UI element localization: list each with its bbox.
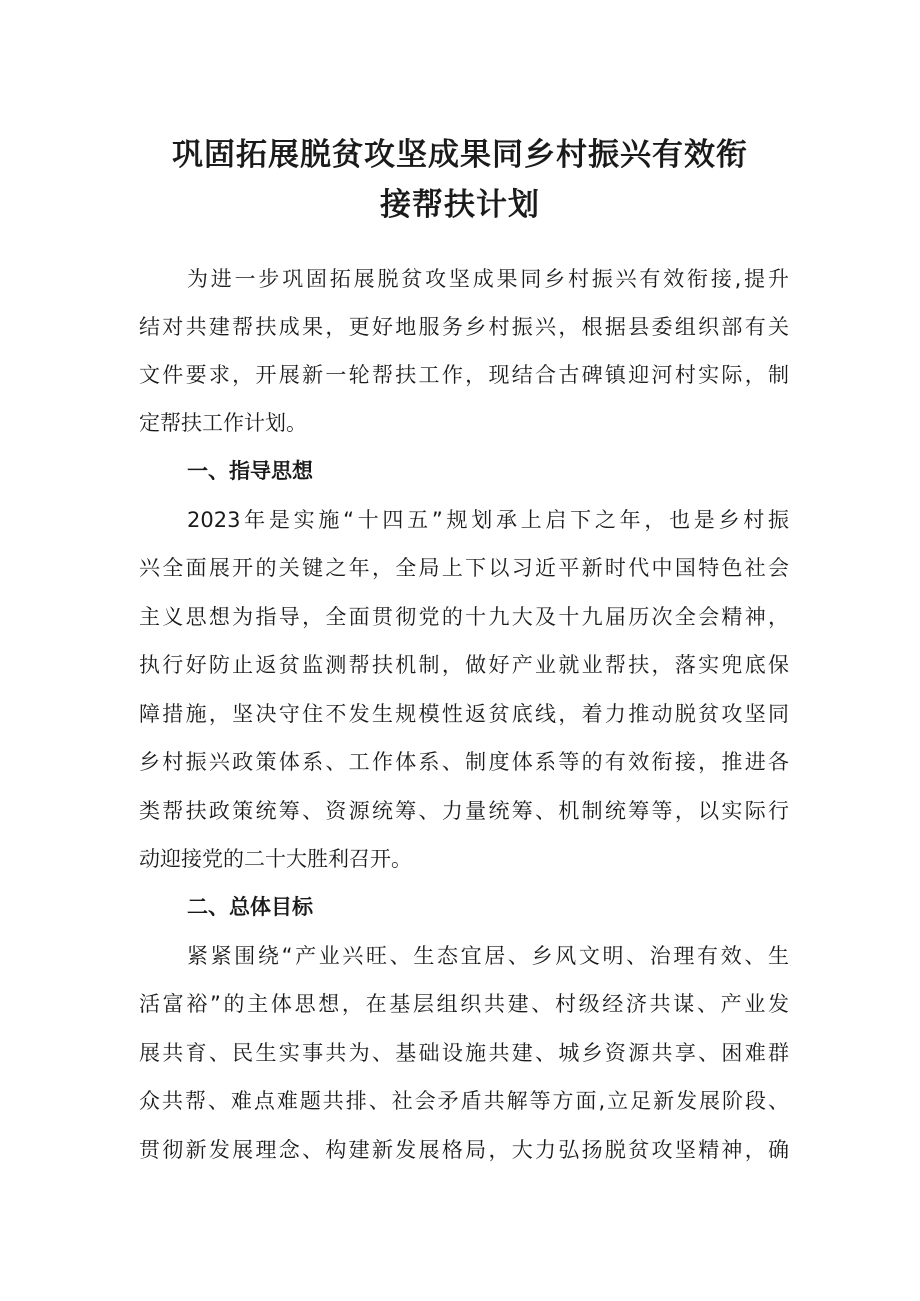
section1-line: 兴全面展开的关键之年，全局上下以习近平新时代中国特色社会: [139, 556, 789, 580]
document-title-line-1: 巩固拓展脱贫攻坚成果同乡村振兴有效衔: [172, 137, 748, 173]
section2-line: 活富裕”的主体思想，在基层组织共建、村级经济共谋、产业发: [139, 992, 789, 1016]
intro-line: 为进一步巩固拓展脱贫攻坚成果同乡村振兴有效衔接,提升: [187, 267, 789, 291]
section-heading-guiding-ideology: 一、指导思想: [187, 459, 313, 483]
section1-line: 障措施，坚决守住不发生规模性返贫底线，着力推动脱贫攻坚同: [139, 702, 789, 726]
intro-line: 文件要求，开展新一轮帮扶工作，现结合古碑镇迎河村实际，制: [139, 363, 789, 387]
section1-line: 乡村振兴政策体系、工作体系、制度体系等的有效衔接，推进各: [139, 750, 789, 774]
intro-line: 结对共建帮扶成果，更好地服务乡村振兴，根据县委组织部有关: [139, 315, 789, 339]
section2-line: 贯彻新发展理念、构建新发展格局，大力弘扬脱贫攻坚精神，确: [139, 1138, 789, 1162]
section2-line: 展共育、民生实事共为、基础设施共建、城乡资源共享、困难群: [139, 1041, 789, 1065]
section1-line: 动迎接党的二十大胜利召开。: [139, 847, 412, 871]
intro-line: 定帮扶工作计划。: [139, 411, 307, 435]
document-title-line-2: 接帮扶计划: [380, 187, 540, 223]
section2-line: 众共帮、难点难题共排、社会矛盾共解等方面,立足新发展阶段、: [139, 1089, 789, 1113]
section1-line: 类帮扶政策统筹、资源统筹、力量统筹、机制统筹等，以实际行: [139, 799, 789, 823]
section1-line: 主义思想为指导，全面贯彻党的十九大及十九届历次全会精神，: [139, 605, 789, 629]
section-heading-overall-goals: 二、总体目标: [187, 895, 313, 919]
section2-line: 紧紧围绕“产业兴旺、生态宜居、乡风文明、治理有效、生: [187, 944, 789, 968]
section1-line: 2023年是实施“十四五”规划承上启下之年，也是乡村振: [187, 508, 789, 532]
section1-line: 执行好防止返贫监测帮扶机制，做好产业就业帮扶，落实兜底保: [139, 653, 789, 677]
